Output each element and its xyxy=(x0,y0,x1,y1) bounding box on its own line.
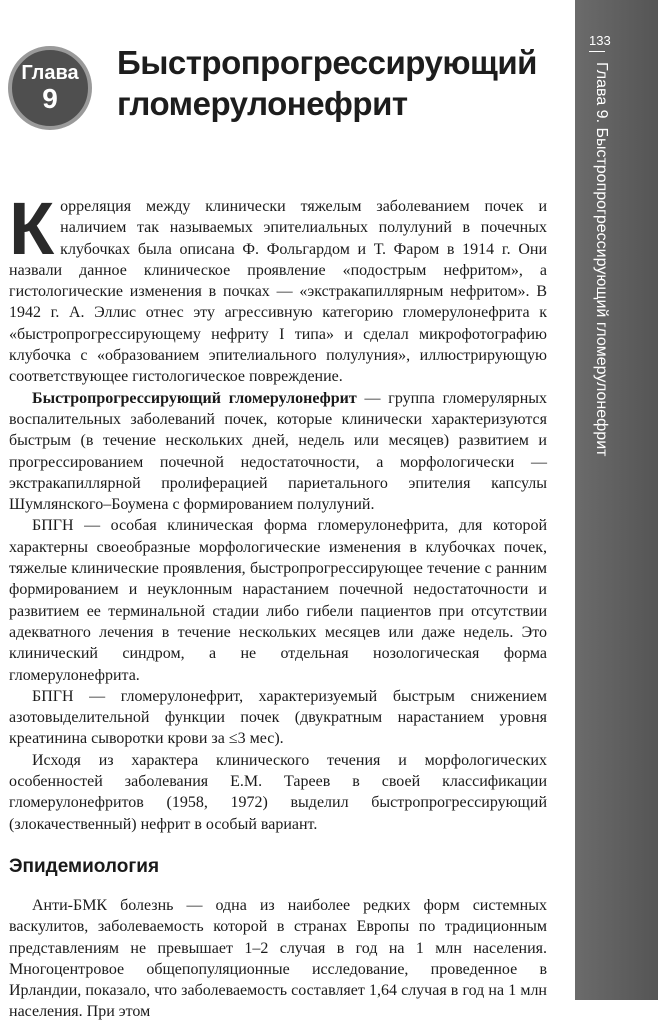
chapter-badge-number: 9 xyxy=(42,83,58,114)
paragraph-bpgn-form: БПГН — особая клиническая форма гломерулонефрита, для которой характерны своеобразные морфологические изменения в клубочках почек, тяжелые клинические проявления, быстропрогрессирующее течение с ранним формированием и неуклонным нарастанием почечной недостаточности и развитием ее терминальной стадии либо гибели пациентов при отсутствии адекватного лечения в течение нескольких месяцев или даже недель. Это клинический синдром, а не отдельная нозологическая форма гломерулонефрита. xyxy=(9,517,547,684)
page-number: 133 xyxy=(589,33,611,48)
chapter-badge xyxy=(8,46,92,130)
chapter-badge-word: Глава xyxy=(21,62,79,84)
running-chapter-title: Глава 9. Быстропрогрессирующий гломерулонефрит xyxy=(593,62,610,457)
page-number-rule xyxy=(589,51,605,52)
paragraph-definition xyxy=(9,388,547,516)
paragraph-bpgn-definition: БПГН — гломерулонефрит, характеризуемый быстрым снижением азотовыделительной функции почек (двукратным нарастанием уровня креатинина сыворотки крови за ≤3 мес). xyxy=(9,687,547,748)
chapter-title: Быстропрогрессирующий гломерулонефрит xyxy=(117,44,537,122)
paragraph-definition-text: — группа гломерулярных воспалительных заболеваний почек, которые клинически характеризуются быстрым (в течение нескольких дней, недель или месяцев) развитием и прогрессированием почечной недостаточности, а морфологически — экстракапиллярной пролиферацией париетального эпителия капсулы Шумлянского–Боумена с формированием полулуний. xyxy=(9,389,548,514)
paragraph-intro-text: орреляция между клинически тяжелым заболеванием почек и наличием так называемых эпителиальных полулуний в почечных клубочках была описана Ф. Фольгардом и Т. Фаром в 1914 г. Они назвали данное клиническое проявление «подострым нефритом», а гистологические изменения в почках — «экстракапиллярным нефритом». В 1942 г. А. Эллис отнес эту агрессивную категорию гломерулонефрита к «быстропрогрессирующему нефриту I типа» и сделал микрофотографию клубочка с «образованием эпителиального полулуния», иллюстрирующую соответствующее гистологическое повреждение. xyxy=(9,198,547,386)
section-heading-epidemiology: Эпидемиология xyxy=(9,855,160,877)
term-bold: Быстропрогрессирующий гломерулонефрит xyxy=(32,389,357,407)
paragraph-epidemiology: Анти-БМК болезнь — одна из наиболее редких форм системных васкулитов, заболеваемость которой в странах Европы по традиционным представлениям не превышает 1–2 случая в год на 1 млн населения. Многоцентровое общепопуляционные исследование, проведенное в Ирландии, показало, что заболеваемость составляет 1,64 случая в год на 1 млн населения. При этом xyxy=(9,896,547,1021)
paragraph-tareev: Исходя из характера клинического течения и морфологических особенностей заболевания Е.М. Тареев в своей классификации гломерулонефритов (1958, 1972) выделил быстропрогрессирующий (злокачественный) нефрит в особый вариант. xyxy=(9,751,547,833)
body-text xyxy=(9,187,548,1023)
drop-cap: К xyxy=(9,187,55,270)
paragraph-intro xyxy=(9,187,547,388)
